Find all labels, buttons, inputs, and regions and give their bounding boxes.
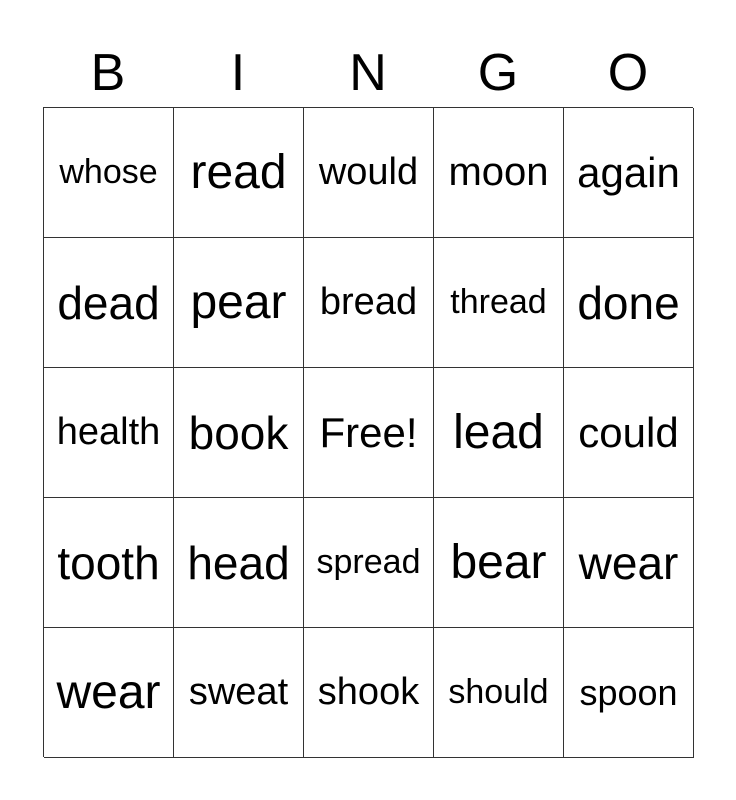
bingo-cell[interactable] <box>434 238 564 368</box>
cell-word: done <box>577 276 680 329</box>
cell-word: spread <box>316 543 421 581</box>
bingo-cell[interactable] <box>304 498 434 628</box>
bingo-cell[interactable] <box>434 498 564 628</box>
bingo-cell[interactable] <box>304 628 434 758</box>
cell-word: head <box>187 536 290 589</box>
bingo-cell[interactable] <box>564 108 694 238</box>
header-letter-b: B <box>90 44 126 102</box>
bingo-cell[interactable] <box>564 498 694 628</box>
cell-word: bear <box>450 536 547 589</box>
bingo-cell[interactable] <box>44 238 174 368</box>
bingo-cell[interactable] <box>174 628 304 758</box>
cell-word: book <box>188 406 289 459</box>
bingo-cell[interactable] <box>564 628 694 758</box>
cell-word: spoon <box>579 671 678 713</box>
cell-word: shook <box>317 671 420 713</box>
cell-word: sweat <box>188 671 289 713</box>
bingo-cell[interactable] <box>304 238 434 368</box>
cell-word: could <box>578 408 679 456</box>
bingo-cell[interactable] <box>174 238 304 368</box>
bingo-cell[interactable] <box>304 108 434 238</box>
cell-word: should <box>448 673 549 711</box>
header-letter-g: G <box>477 44 519 102</box>
bingo-cell[interactable] <box>174 108 304 238</box>
bingo-cell[interactable] <box>434 628 564 758</box>
bingo-cell[interactable] <box>434 368 564 498</box>
bingo-cell[interactable] <box>44 498 174 628</box>
bingo-board <box>43 107 693 757</box>
cell-word: read <box>190 146 287 199</box>
cell-word: health <box>56 411 161 453</box>
cell-word: pear <box>190 276 287 329</box>
bingo-cell[interactable] <box>44 108 174 238</box>
bingo-cell[interactable] <box>44 628 174 758</box>
free-space-cell[interactable] <box>304 368 434 498</box>
cell-word: wear <box>56 666 161 719</box>
bingo-cell[interactable] <box>434 108 564 238</box>
bingo-cell[interactable] <box>564 368 694 498</box>
bingo-cell[interactable] <box>174 368 304 498</box>
bingo-cell[interactable] <box>174 498 304 628</box>
header-letter-i: I <box>230 44 246 102</box>
free-space-label: Free! <box>319 408 418 456</box>
bingo-header <box>43 40 693 106</box>
cell-word: wear <box>578 536 679 589</box>
header-letter-o: O <box>607 44 649 102</box>
bingo-cell[interactable] <box>44 368 174 498</box>
header-letter-n: N <box>349 44 387 102</box>
cell-word: tooth <box>57 536 160 589</box>
cell-word: would <box>318 151 419 193</box>
cell-word: lead <box>453 406 544 459</box>
cell-word: thread <box>450 283 547 321</box>
cell-word: moon <box>448 150 549 194</box>
bingo-cell[interactable] <box>564 238 694 368</box>
cell-word: again <box>577 148 680 196</box>
cell-word: whose <box>59 153 158 191</box>
cell-word: bread <box>319 281 418 323</box>
cell-word: dead <box>57 276 160 329</box>
